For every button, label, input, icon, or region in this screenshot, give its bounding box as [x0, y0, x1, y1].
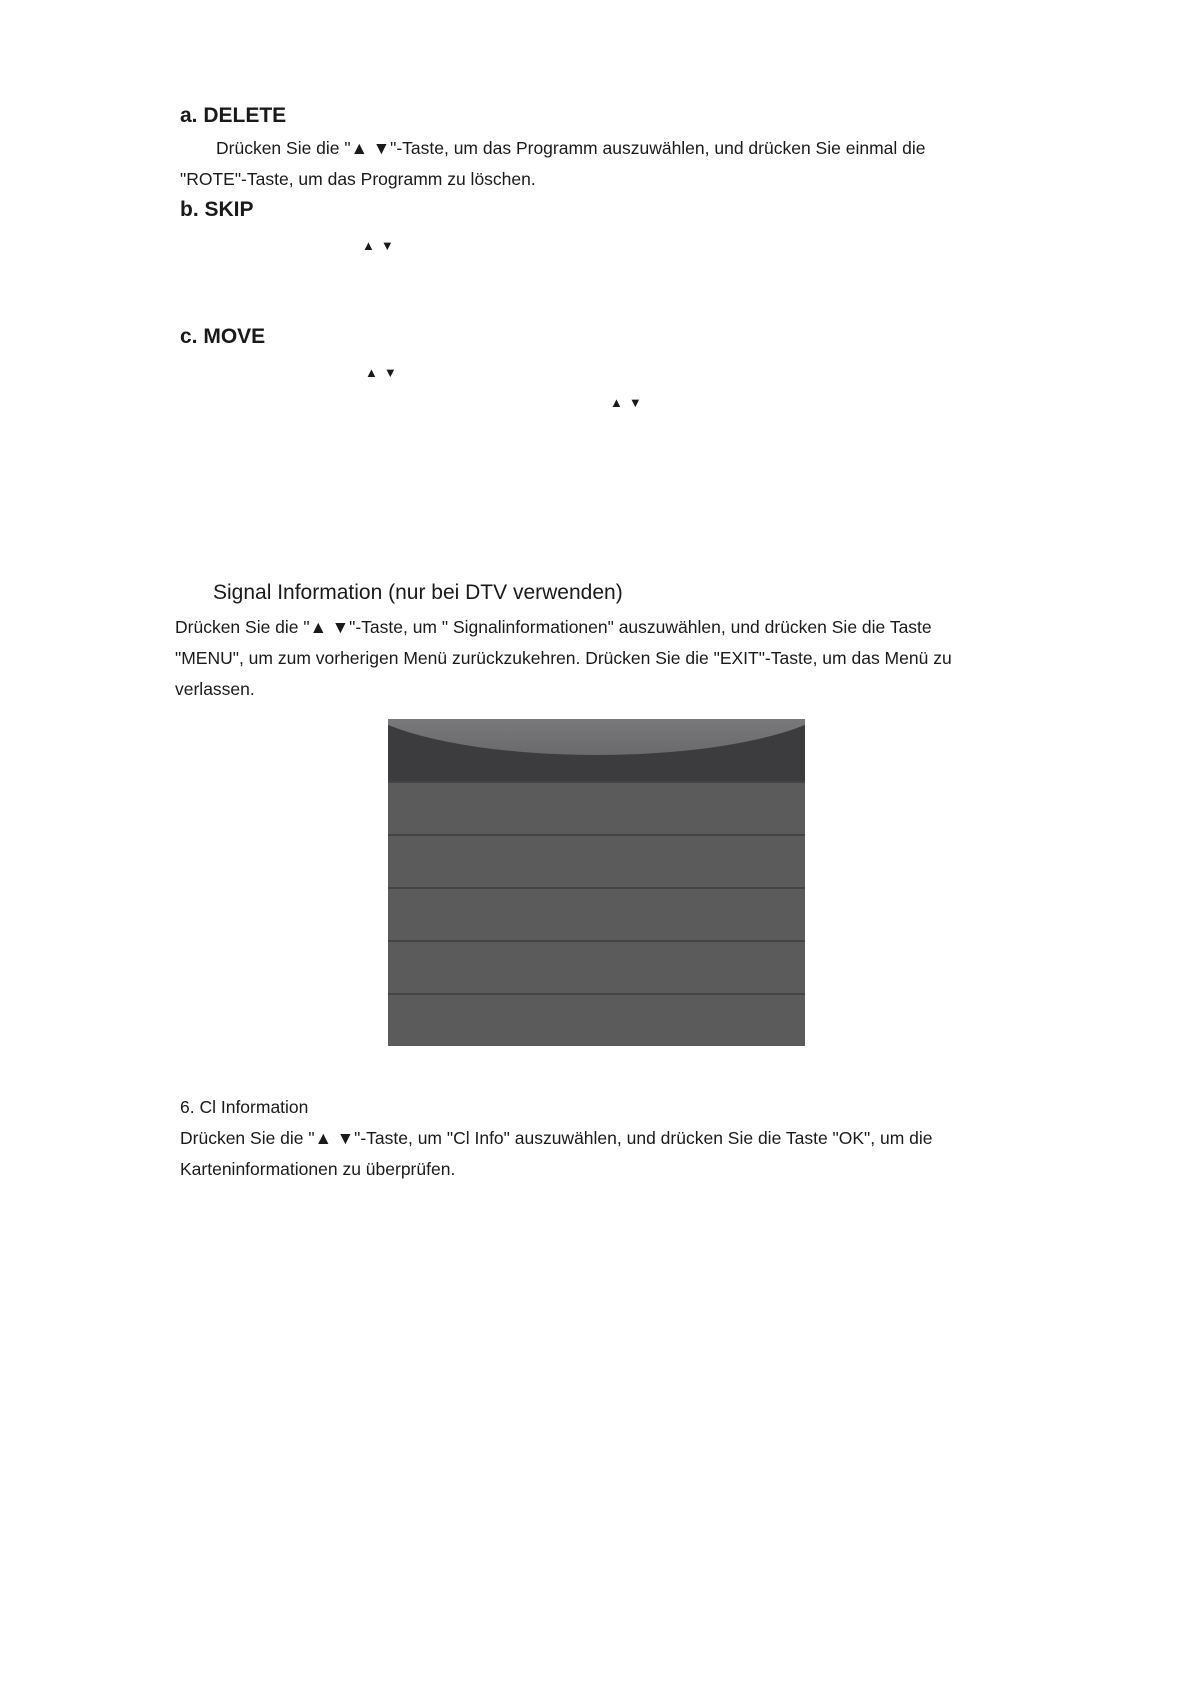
signal-text-line3: verlassen.	[175, 679, 255, 699]
osd-menu-row	[388, 887, 805, 940]
osd-menu-header-highlight	[388, 719, 805, 755]
signal-text-line1: Drücken Sie die "▲ ▼"-Taste, um " Signalinformationen" auszuwählen, und drücken Sie die Taste	[175, 617, 932, 637]
ci-text-line1: Drücken Sie die "▲ ▼"-Taste, um "Cl Info" auszuwählen, und drücken Sie die Taste "OK", um die	[180, 1128, 933, 1148]
move-up-down-arrows-2: ▲▼	[610, 395, 648, 410]
delete-text-line2: "ROTE"-Taste, um das Programm zu löschen.	[180, 169, 536, 189]
delete-text-line1: Drücken Sie die "▲ ▼"-Taste, um das Programm auszuwählen, und drücken Sie einmal die	[216, 138, 926, 158]
move-up-down-arrows: ▲▼	[365, 365, 403, 380]
skip-heading: b. SKIP	[180, 198, 254, 221]
skip-up-down-arrows: ▲▼	[362, 238, 400, 253]
osd-menu-row	[388, 993, 805, 1046]
osd-menu-row	[388, 781, 805, 834]
signal-information-title: Signal Information (nur bei DTV verwenden)	[213, 581, 623, 604]
osd-menu-row	[388, 940, 805, 993]
ci-text-line2: Karteninformationen zu überprüfen.	[180, 1159, 456, 1179]
move-heading: c. MOVE	[180, 325, 266, 348]
osd-menu-screenshot	[388, 719, 805, 1045]
osd-menu-row	[388, 834, 805, 887]
ci-information-heading: 6. Cl Information	[180, 1097, 309, 1117]
delete-heading: a. DELETE	[180, 104, 287, 127]
osd-menu-header	[388, 719, 805, 781]
signal-text-line2: "MENU", um zum vorherigen Menü zurückzukehren. Drücken Sie die "EXIT"-Taste, um das Menü zu	[175, 648, 952, 668]
